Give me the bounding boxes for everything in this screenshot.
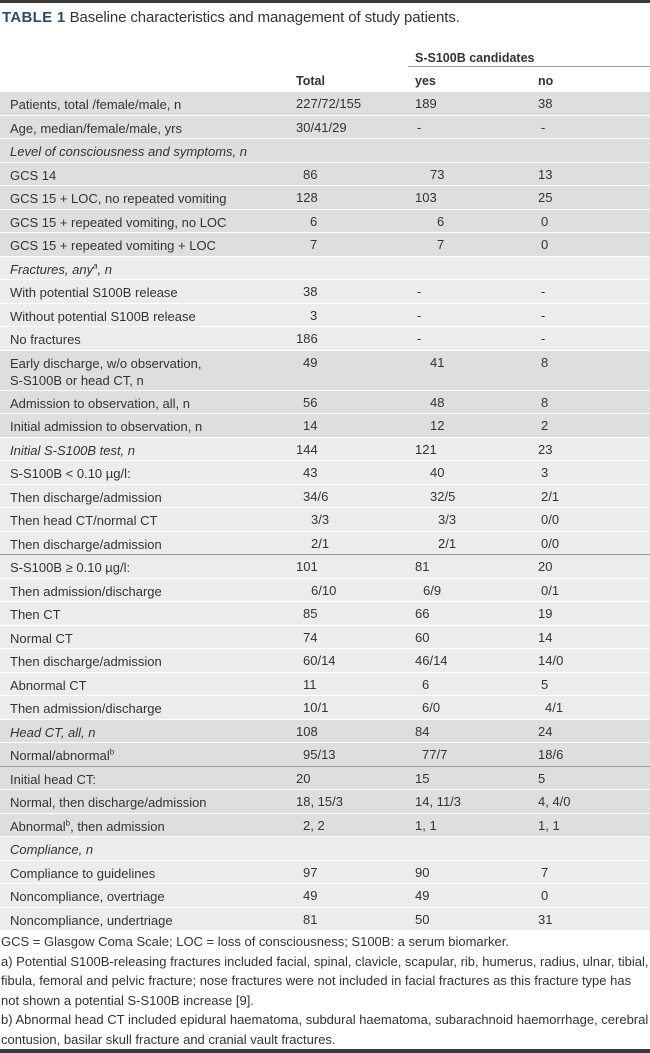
cell-no: 7: [541, 864, 549, 880]
cell-yes: 77/7: [422, 747, 448, 762]
row-label-text: Initial admission to observation, n: [10, 419, 203, 434]
table-row: [0, 461, 650, 485]
cell-no: 14: [538, 629, 553, 645]
cell-yes: 66: [415, 606, 430, 621]
footnote-b: b) Abnormal head CT included epidural haematoma, subdural haematoma, subarachnoid haemorrhage, cerebral contusion, basilar skull fracture and cranial vault fractures.: [1, 1012, 649, 1047]
cell-total: 2, 2: [303, 817, 325, 833]
cell-yes: 49: [415, 888, 430, 903]
cell-no: 24: [538, 723, 553, 739]
cell-no: 3: [541, 465, 549, 480]
cell-yes: 15: [415, 770, 430, 786]
row-label-text: Normal CT: [10, 630, 73, 646]
cell-yes: 6/0: [422, 700, 441, 715]
row-label: [10, 583, 162, 600]
cell-yes: 41: [430, 354, 445, 370]
row-label: [10, 747, 114, 764]
row-label-text: Noncompliance, overtriage: [10, 889, 165, 904]
table-row: [0, 743, 650, 767]
row-label-text: Admission to observation, all, n: [10, 395, 190, 411]
cell-no: 18/6: [538, 747, 564, 762]
cell-yes: 90: [415, 864, 430, 880]
header-group-label: S-S100B candidates: [415, 51, 535, 65]
cell-total: 74: [303, 629, 318, 645]
footnote-marker: b: [109, 747, 115, 757]
cell-total: 128: [296, 190, 318, 205]
table-row: [0, 814, 650, 838]
row-label-text: Abnormal: [10, 818, 66, 834]
table-row: [0, 790, 650, 814]
cell-total: 95/13: [303, 747, 336, 762]
table-row: [0, 720, 650, 744]
cell-no: 0/0: [541, 535, 560, 551]
row-label-text: S-S100B ≥ 0.10 µg/l:: [10, 560, 131, 575]
cell-yes: 14, 11/3: [415, 794, 462, 809]
table-row: [0, 837, 650, 861]
footnote-abbreviations: GCS = Glasgow Coma Scale; LOC = loss of consciousness; S100B: a serum biomarker.: [1, 934, 509, 949]
row-label-text: Then admission/discharge: [10, 583, 162, 599]
cell-total: 49: [303, 354, 318, 370]
cell-yes: 2/1: [438, 535, 457, 551]
row-label: [10, 442, 135, 459]
row-label-text: Then head CT/normal CT: [10, 513, 158, 528]
cell-total: 10/1: [303, 700, 329, 715]
row-label-text: Then CT: [10, 607, 61, 622]
table-row: [0, 579, 650, 603]
cell-total: 6/10: [311, 582, 337, 598]
table-number: TABLE 1: [2, 9, 66, 26]
row-label-text: GCS 15 + repeated vomiting + LOC: [10, 238, 216, 253]
cell-total: 144: [296, 441, 318, 457]
cell-no: -: [541, 284, 546, 299]
cell-yes: 32/5: [430, 488, 456, 504]
row-label: [10, 653, 162, 670]
header-total: Total: [296, 74, 325, 88]
row-label: [10, 794, 207, 811]
cell-total: 7: [310, 237, 318, 252]
row-label-text: Then discharge/admission: [10, 536, 162, 552]
row-label-text: Compliance, n: [10, 842, 94, 857]
row-label: [10, 888, 165, 905]
table-row: [0, 602, 650, 626]
row-label: [10, 818, 165, 835]
row-label: [10, 865, 155, 882]
table-row: [0, 532, 650, 556]
row-label: [10, 536, 162, 553]
cell-total: 34/6: [303, 488, 329, 504]
table-row: [0, 884, 650, 908]
footnotes: [1, 932, 649, 1049]
cell-total: 108: [296, 723, 318, 739]
table-row: [0, 485, 650, 509]
row-label: [10, 190, 226, 207]
cell-total: 56: [303, 394, 318, 410]
row-label-text: GCS 15 + LOC, no repeated vomiting: [10, 191, 227, 206]
cell-yes: 40: [430, 465, 445, 480]
table-row: [0, 92, 650, 116]
row-label: [10, 724, 96, 741]
cell-yes: -: [417, 331, 422, 346]
cell-no: 19: [538, 606, 553, 621]
cell-yes: 1, 1: [415, 817, 437, 833]
cell-total: 3/3: [311, 512, 330, 527]
cell-yes: 84: [415, 723, 430, 739]
row-label-text: Level of consciousness and symptoms, n: [10, 144, 248, 159]
cell-no: -: [541, 119, 546, 135]
table-row: [0, 304, 650, 328]
table-row: [0, 696, 650, 720]
header-group-rule: [408, 66, 650, 67]
cell-yes: 103: [415, 190, 437, 205]
row-label: [10, 912, 173, 929]
cell-yes: 73: [430, 166, 445, 182]
row-label: [10, 96, 181, 113]
table-row: [0, 767, 650, 791]
table-row: [0, 626, 650, 650]
table-row: [0, 116, 650, 140]
cell-no: 14/0: [538, 653, 564, 668]
cell-no: 0/0: [541, 512, 560, 527]
header-no: no: [538, 74, 554, 88]
cell-total: 14: [303, 418, 318, 433]
row-label: [10, 677, 87, 694]
cell-total: 86: [303, 166, 318, 182]
cell-total: 97: [303, 864, 318, 880]
footnote-a: a) Potential S100B-releasing fractures included facial, spinal, clavicle, scapular, rib, humerus, radius, ulnar, tibial, fibula, femoral and pelvic fracture; nose fractures were not included in facial fractures as this fracture type has not shown a potential S-S100B increase [9].: [1, 953, 649, 1008]
cell-no: 8: [541, 394, 549, 410]
cell-total: 18, 15/3: [296, 794, 343, 809]
table-row: [0, 508, 650, 532]
header-yes: yes: [415, 74, 436, 88]
row-label-text: Noncompliance, undertriage: [10, 912, 173, 928]
cell-yes: 12: [430, 418, 445, 433]
row-label: [10, 167, 56, 184]
cell-yes: -: [417, 307, 422, 323]
row-label: [10, 465, 131, 482]
row-label: [10, 214, 226, 231]
table-row: [0, 139, 650, 163]
cell-total: 38: [303, 284, 318, 299]
row-label: [10, 771, 96, 788]
cell-no: 31: [538, 911, 553, 927]
cell-yes: 6/9: [423, 582, 442, 598]
footnote-marker: a: [93, 261, 98, 271]
cell-yes: 6: [422, 676, 430, 692]
row-label-text: Age, median/female/male, yrs: [10, 120, 182, 136]
table-row: [0, 673, 650, 697]
table-row: [0, 438, 650, 462]
cell-yes: 6: [437, 213, 445, 229]
row-label-text: Early discharge, w/o observation,: [10, 355, 202, 371]
table-row: [0, 351, 650, 391]
cell-total: 60/14: [303, 653, 336, 668]
cell-no: -: [541, 307, 546, 323]
row-label-text: Then discharge/admission: [10, 489, 162, 505]
cell-yes: 7: [437, 237, 445, 252]
table-row: [0, 186, 650, 210]
cell-no: -: [541, 331, 546, 346]
cell-total: 11: [303, 676, 317, 692]
cell-total: 85: [303, 606, 318, 621]
row-label: [10, 841, 93, 858]
row-label-text: No fractures: [10, 332, 81, 347]
cell-total: 49: [303, 888, 318, 903]
table-row: [0, 391, 650, 415]
table-row: [0, 327, 650, 351]
cell-no: 38: [538, 96, 553, 111]
cell-no: 20: [538, 559, 553, 574]
cell-yes: 50: [415, 911, 430, 927]
cell-total: 6: [310, 213, 318, 229]
cell-no: 0: [541, 237, 549, 252]
row-label-text: Patients, total /female/male, n: [10, 97, 182, 112]
table-title: Baseline characteristics and management of study patients.: [69, 9, 460, 26]
row-label-text: GCS 15 + repeated vomiting, no LOC: [10, 214, 227, 230]
cell-no: 0: [541, 213, 549, 229]
table-row: [0, 233, 650, 257]
row-label: [10, 308, 196, 325]
cell-no: 4, 4/0: [538, 794, 571, 809]
row-label: [10, 418, 202, 435]
cell-no: 25: [538, 190, 553, 205]
row-label: [10, 355, 201, 389]
row-label: [10, 489, 162, 506]
cell-yes: 3/3: [438, 512, 457, 527]
cell-total: 30/41/29: [296, 119, 347, 135]
row-label: [10, 395, 190, 412]
cell-yes: 81: [415, 559, 430, 574]
cell-no: 2/1: [541, 488, 560, 504]
row-label: [10, 261, 112, 278]
cell-total: 101: [296, 559, 318, 574]
cell-yes: 189: [415, 96, 437, 111]
table-row: [0, 908, 650, 932]
cell-yes: -: [417, 119, 422, 135]
row-label: [10, 237, 216, 254]
row-label-text: Head CT, all, n: [10, 724, 96, 740]
table-caption: [2, 9, 460, 26]
cell-total: 2/1: [311, 535, 330, 551]
cell-no: 5: [541, 676, 549, 692]
row-label: [10, 630, 73, 647]
row-label: [10, 559, 130, 576]
cell-no: 4/1: [545, 700, 564, 715]
cell-no: 8: [541, 354, 549, 370]
cell-yes: -: [417, 284, 422, 299]
cell-total: 81: [303, 911, 318, 927]
row-label: [10, 143, 247, 160]
row-label-text: Normal, then discharge/admission: [10, 795, 207, 810]
row-label-text: Without potential S100B release: [10, 308, 196, 324]
row-label-text: Fractures, any: [10, 261, 94, 277]
cell-yes: 60: [415, 629, 430, 645]
cell-yes: 121: [415, 441, 437, 457]
cell-total: 20: [296, 770, 311, 786]
cell-no: 2: [541, 418, 549, 433]
row-label-text: Compliance to guidelines: [10, 865, 156, 881]
cell-total: 227/72/155: [296, 96, 362, 111]
footnote-marker: b: [65, 818, 71, 828]
cell-yes: 46/14: [415, 653, 448, 668]
row-label-line2: S-S100B or head CT, n: [10, 372, 144, 388]
row-label: [10, 700, 162, 717]
data-table: [0, 92, 650, 931]
row-label-text: With potential S100B release: [10, 285, 178, 300]
row-label-text: S-S100B < 0.10 µg/l:: [10, 466, 131, 481]
row-label-suffix: , then admission: [70, 818, 165, 834]
top-rule: [0, 0, 650, 3]
table-row: [0, 414, 650, 438]
table-row: [0, 555, 650, 579]
row-label-text: GCS 14: [10, 167, 57, 183]
row-label-text: Then admission/discharge: [10, 701, 162, 716]
table-row: [0, 210, 650, 234]
cell-total: 186: [296, 331, 318, 346]
table-row: [0, 163, 650, 187]
row-label-text: Abnormal CT: [10, 677, 87, 693]
row-label-text: Normal/abnormal: [10, 748, 110, 763]
row-label-text: Initial head CT:: [10, 771, 96, 787]
row-label: [10, 606, 61, 623]
table-row: [0, 257, 650, 281]
row-label-suffix: , n: [97, 261, 113, 277]
cell-no: 5: [538, 770, 546, 786]
row-label: [10, 331, 81, 348]
row-label: [10, 120, 182, 137]
table-row: [0, 649, 650, 673]
cell-no: 1, 1: [538, 817, 560, 833]
cell-no: 0/1: [541, 582, 560, 598]
cell-total: 3: [310, 307, 318, 323]
cell-yes: 48: [430, 394, 445, 410]
table-row: [0, 280, 650, 304]
row-label-text: Then discharge/admission: [10, 654, 162, 669]
row-label-text: Initial S-S100B test, n: [10, 442, 136, 458]
row-label: [10, 284, 178, 301]
table-row: [0, 861, 650, 885]
cell-no: 13: [538, 166, 553, 182]
cell-no: 23: [538, 441, 553, 457]
cell-total: 43: [303, 465, 318, 480]
row-label: [10, 512, 157, 529]
cell-no: 0: [541, 888, 549, 903]
bottom-rule: [0, 1049, 650, 1053]
